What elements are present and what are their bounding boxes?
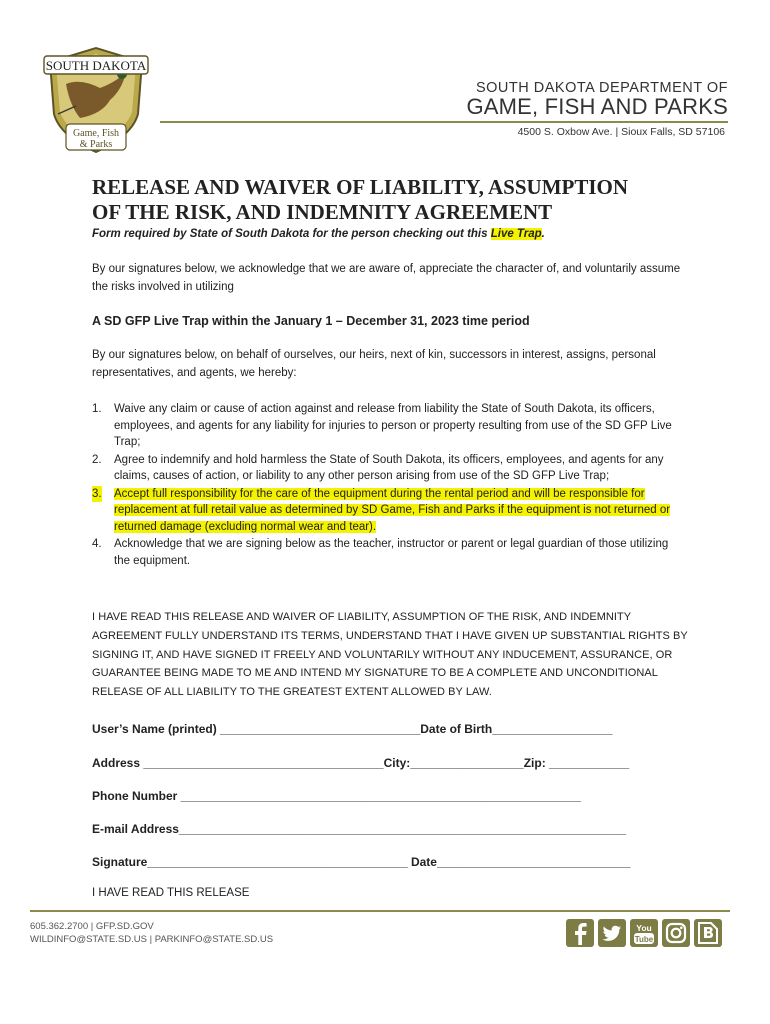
facebook-icon[interactable] xyxy=(566,918,594,948)
youtube-label-2: Tube xyxy=(634,935,654,944)
acknowledgement-paragraph: I HAVE READ THIS RELEASE AND WAIVER OF LIABILITY, ASSUMPTION OF THE RISK, AND INDEMNITY AGREEMENT FULLY UNDERSTAND ITS TERMS, UNDERSTAND THAT I HAVE GIVEN UP SUBSTANTIAL RIGHTS BY SIGNING IT, AND HAVE SIGNED IT FREELY AND VOLUNTARILY WITHOUT ANY INDUCEMENT, ASSURANCE, OR GUARANTEE BEING MADE TO ME AND INTEND MY SIGNATURE TO BE A COMPLETE AND UNCONDITIONAL RELEASE OF ALL LIABILITY TO THE GREATEST EXTENT ALLOWED BY LAW. xyxy=(92,611,688,699)
instagram-icon[interactable] xyxy=(662,918,690,948)
agency-address: 4500 S. Oxbow Ave. | Sioux Falls, SD 57106 xyxy=(517,126,725,138)
agency-name: GAME, FISH AND PARKS xyxy=(466,94,728,119)
header-divider xyxy=(160,121,728,123)
footer-divider xyxy=(30,910,730,912)
term-text-highlighted: Accept full responsibility for the care of the equipment during the rental period and will be responsible for replacement at full retail value as determined by SD Game, Fish and Parks if the equipment is not returned or returned damage (excluding normal wear and tear). xyxy=(114,487,671,533)
term-item xyxy=(92,536,687,569)
note-end: . xyxy=(541,228,545,240)
signature-date-field[interactable]: Signature_______________________________________ Date_____________________________ xyxy=(92,855,631,869)
term-number: 2. xyxy=(92,453,102,466)
footer-contact-emails: WILDINFO@STATE.SD.US | PARKINFO@STATE.SD.US xyxy=(30,934,274,945)
logo-bottom-text-1: Game, Fish xyxy=(72,128,120,139)
title-line-2: OF THE RISK, AND INDEMNITY AGREEMENT xyxy=(92,200,553,224)
phone-field[interactable]: Phone Number ____________________________________________________________ xyxy=(92,789,582,803)
term-number: 4. xyxy=(92,538,102,550)
logo-bottom-text-2: & Parks xyxy=(79,139,113,150)
blog-icon[interactable] xyxy=(694,918,722,948)
term-item xyxy=(92,452,687,485)
title-line-1: RELEASE AND WAIVER OF LIABILITY, ASSUMPTION xyxy=(92,175,629,199)
intro-paragraph: By our signatures below, we acknowledge that we are aware of, appreciate the character of, and voluntarily assume the risks involved in utilizing xyxy=(92,263,681,293)
youtube-icon[interactable] xyxy=(630,918,658,948)
term-number: 3. xyxy=(92,486,102,503)
note-text: Form required by State of South Dakota for the person checking out this xyxy=(92,228,491,240)
department-heading: SOUTH DAKOTA DEPARTMENT OF xyxy=(475,80,728,96)
footer-contact-phone-web: 605.362.2700 | GFP.SD.GOV xyxy=(30,921,154,932)
address-field[interactable]: Address ____________________________________City:_________________Zip: ____________ xyxy=(92,756,630,770)
sd-gfp-logo xyxy=(40,44,152,156)
term-text: Acknowledge that we are signing below as the teacher, instructor or parent or legal guardian of those utilizing the equipment. xyxy=(114,538,669,567)
document-title xyxy=(92,175,712,225)
read-release-text: I HAVE READ THIS RELEASE xyxy=(92,887,250,899)
term-number: 1. xyxy=(92,403,102,415)
intro-paragraph-2: By our signatures below, on behalf of ourselves, our heirs, next of kin, successors in interest, assigns, personal representatives, and agents, we hereby: xyxy=(92,349,656,379)
logo-top-text: SOUTH DAKOTA xyxy=(45,58,147,73)
youtube-label-1: You xyxy=(636,923,652,933)
email-field[interactable]: E-mail Address___________________________________________________________________ xyxy=(92,822,627,836)
form-requirement-note xyxy=(92,228,545,240)
term-item xyxy=(92,486,687,536)
section-heading: A SD GFP Live Trap within the January 1 – December 31, 2023 time period xyxy=(92,314,530,328)
terms-list xyxy=(92,401,687,570)
term-text: Agree to indemnify and hold harmless the State of South Dakota, its officers, employees, and agents for any claims, causes of action, or liability to any other person arising from use of the SD GFP Live Trap; xyxy=(114,453,664,482)
twitter-icon[interactable] xyxy=(598,918,626,948)
term-text: Waive any claim or cause of action against and release from liability the State of South Dakota, its officers, employees, and agents for any liability for injuries to person or property resulting from use of the SD GFP Live Trap; xyxy=(114,403,672,448)
term-item xyxy=(92,401,687,451)
name-dob-field[interactable]: User’s Name (printed) ______________________________Date of Birth__________________ xyxy=(92,722,613,736)
note-highlight: Live Trap xyxy=(490,228,542,240)
